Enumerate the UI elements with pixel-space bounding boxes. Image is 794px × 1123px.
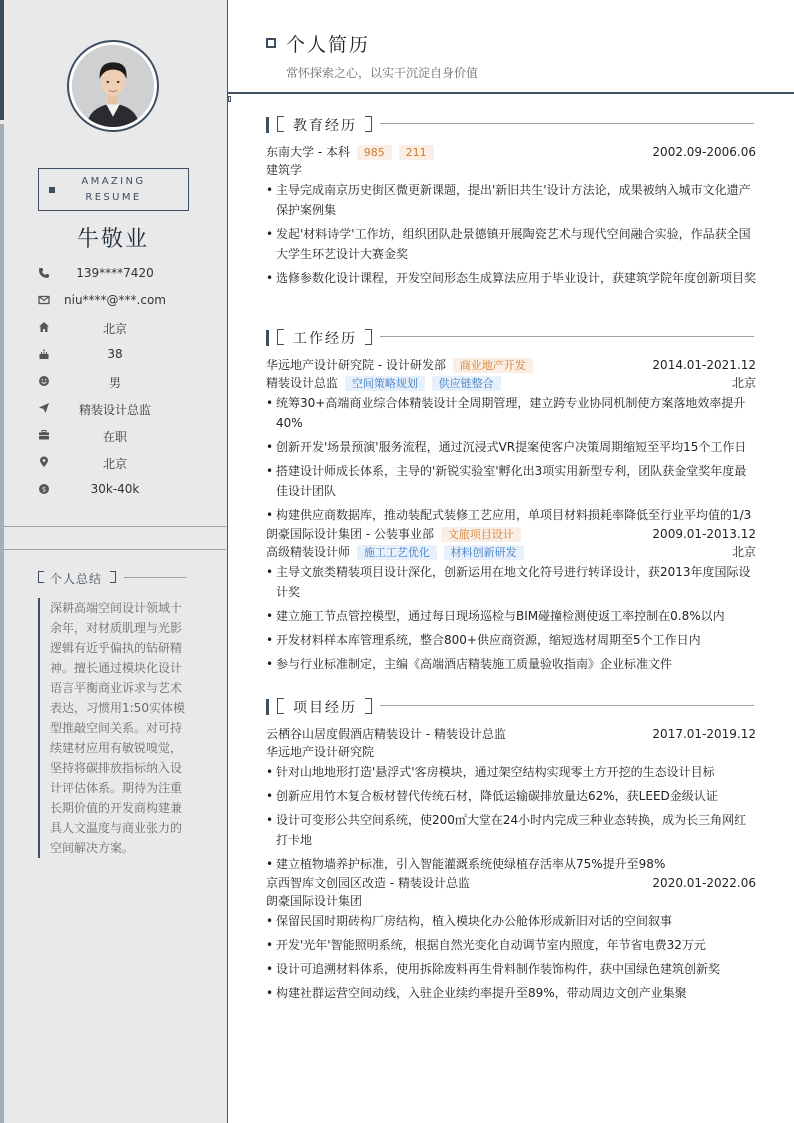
info-status (0, 426, 226, 453)
sidebar-divider (4, 549, 226, 550)
list-item: • 构建供应商数据库，推动装配式装修工艺应用，单项目材料损耗率降低至行业平均值的1/3 (266, 505, 756, 525)
list-item: • 主导完成南京历史街区微更新课题，提出'新旧共生'设计方法论，成果被纳入城市文化遗产保护案例集 (266, 180, 756, 220)
person-name: 牛敬业 (76, 227, 149, 252)
info-position-text: 精装设计总监 (78, 403, 151, 417)
tag-985: 985 (357, 145, 392, 160)
education-bullets (266, 180, 756, 288)
list-item: • 创新开发'场景预演'服务流程，通过沉浸式VR提案使客户决策周期缩短至平均15个工作日 (266, 437, 756, 457)
list-item: • 保留民国时期砖构厂房结构，植入模块化办公舱体形成新旧对话的空间叙事 (266, 911, 756, 931)
info-salary-text: 30k-40k (90, 482, 140, 496)
info-email (0, 291, 226, 318)
portrait-image (72, 45, 154, 127)
project-entry (266, 874, 756, 1003)
main-content (228, 0, 794, 1123)
info-salary (0, 480, 226, 507)
work-date: 2014.01-2021.12 (652, 358, 756, 372)
education-date: 2002.09-2006.06 (652, 145, 756, 159)
list-item: • 设计可追溯材料体系，使用拆除废料再生骨料制作装饰构件，获中国绿色建筑创新奖 (266, 959, 756, 979)
info-age (0, 345, 226, 372)
summary-title-text: 个人总结 (50, 572, 103, 586)
project-org: 朗豪国际设计集团 (266, 894, 363, 908)
list-item: • 创新应用竹木复合板材替代传统石材，降低运输碳排放量达62%，获LEED金级认证 (266, 786, 756, 806)
info-phone (0, 264, 226, 291)
summary-section-title (38, 570, 188, 584)
work-date: 2009.01-2013.12 (652, 527, 756, 541)
work-section (266, 328, 756, 678)
education-section-head (266, 115, 756, 135)
work-skill-tag: 空间策略规划 (345, 376, 425, 391)
badge-line-2: RESUME (85, 192, 142, 203)
list-item: • 建立植物墙养护标准，引入智能灌溉系统使绿植存活率从75%提升至98% (266, 854, 756, 874)
sidebar-edge-accent (0, 0, 4, 120)
tag-211: 211 (399, 145, 434, 160)
work-skill-tag: 材料创新研发 (444, 545, 524, 560)
info-phone-text: 139****7420 (76, 266, 154, 280)
project-date: 2020.01-2022.06 (652, 876, 756, 890)
project-entry (266, 725, 756, 874)
svg-text:$: $ (41, 485, 47, 494)
work-company: 华远地产设计研究院 - 设计研发部 (266, 358, 446, 372)
project-name: 京西智库文创园区改造 - 精装设计总监 (266, 876, 470, 890)
projects-section (266, 697, 756, 1007)
work-skill-tag: 供应链整合 (432, 376, 501, 391)
title-square-icon (266, 38, 276, 48)
education-major: 建筑学 (266, 163, 303, 177)
work-entry (266, 525, 756, 674)
list-item: • 设计可变形公共空间系统，使200㎡大堂在24小时内完成三种业态转换，成为长三角网红打卡地 (266, 810, 756, 850)
education-section (266, 115, 756, 292)
info-location (0, 453, 226, 480)
work-entry (266, 356, 756, 525)
education-entry (266, 143, 756, 288)
projects-section-head (266, 697, 756, 717)
list-item: • 发起'材料诗学'工作坊，组织团队赴景德镇开展陶瓷艺术与现代空间融合实验，作品获全国大学生环艺设计大赛金奖 (266, 224, 756, 264)
info-gender (0, 372, 226, 399)
amazing-resume-badge (38, 168, 189, 211)
info-gender-text: 男 (108, 376, 121, 390)
header-divider (228, 92, 794, 94)
page-title: 个人简历 (286, 34, 371, 56)
work-industry-tag: 文旅项目设计 (441, 527, 521, 542)
contact-info-list (0, 264, 226, 507)
work-company: 朗豪国际设计集团 - 公装事业部 (266, 527, 434, 541)
work-role: 高级精装设计师 (266, 545, 351, 559)
list-item: • 建立施工节点管控模型，通过每日现场巡检与BIM碰撞检测使返工率控制在0.8%以内 (266, 606, 756, 626)
info-status-text: 在职 (102, 430, 127, 444)
summary-text: 深耕高端空间设计领域十余年，对材质肌理与光影逻辑有近乎偏执的钻研精神。擅长通过模块化设计语言平衡商业诉求与艺术表达，习惯用1:50实体模型推敲空间关系。对可持续建材应用有敏锐嗅觉，坚持将碳排放指标纳入设计评估体系。期待为注重长期价值的开发商构建兼具人文温度与商业张力的空间解决方案。 (38, 598, 188, 858)
list-item: • 统筹30+高端商业综合体精装设计全周期管理，建立跨专业协同机制使方案落地效率提升40% (266, 393, 756, 433)
project-bullets (266, 911, 756, 1003)
info-location-text: 北京 (102, 457, 127, 471)
header-tick (228, 96, 231, 102)
work-bullets (266, 562, 756, 674)
info-hometown (0, 318, 226, 345)
sidebar (0, 0, 228, 1123)
list-item: • 参与行业标准制定，主编《高端酒店精装施工质量验收指南》企业标准文件 (266, 654, 756, 674)
avatar (67, 40, 159, 132)
sidebar-divider (4, 526, 226, 527)
project-org: 华远地产设计研究院 (266, 745, 375, 759)
info-position (0, 399, 226, 426)
work-industry-tag: 商业地产开发 (453, 358, 533, 373)
list-item: • 构建社群运营空间动线，入驻企业续约率提升至89%，带动周边文创产业集聚 (266, 983, 756, 1003)
list-item: • 主导文旅类精装项目设计深化，创新运用在地文化符号进行转译设计，获2013年度国际设计奖 (266, 562, 756, 602)
info-email-text: niu****@***.com (64, 293, 166, 307)
info-hometown-text: 北京 (102, 322, 127, 336)
list-item: • 开发'光年'智能照明系统，根据自然光变化自动调节室内照度，年节省电费32万元 (266, 935, 756, 955)
list-item: • 针对山地地形打造'悬浮式'客房模块，通过架空结构实现零土方开挖的生态设计目标 (266, 762, 756, 782)
work-title: 工作经历 (293, 331, 357, 347)
work-bullets (266, 393, 756, 525)
work-role: 精装设计总监 (266, 376, 339, 390)
list-item: • 选修参数化设计课程，开发空间形态生成算法应用于毕业设计，获建筑学院年度创新项目奖 (266, 268, 756, 288)
education-title: 教育经历 (293, 118, 357, 134)
work-skill-tag: 施工工艺优化 (357, 545, 437, 560)
work-city: 北京 (731, 545, 756, 559)
school-name: 东南大学 - 本科 (266, 145, 350, 159)
work-city: 北京 (731, 376, 756, 390)
project-date: 2017.01-2019.12 (652, 727, 756, 741)
project-bullets (266, 762, 756, 874)
list-item: • 搭建设计师成长体系，主导的'新锐实验室'孵化出3项实用新型专利，团队获金堂奖年度最佳设计团队 (266, 461, 756, 501)
projects-title: 项目经历 (293, 700, 357, 716)
badge-line-1: AMAZING (81, 176, 146, 187)
list-item: • 开发材料样本库管理系统，整合800+供应商资源，缩短选材周期至5个工作日内 (266, 630, 756, 650)
work-section-head (266, 328, 756, 348)
page-subtitle: 常怀探索之心，以实干沉淀自身价值 (286, 66, 479, 80)
badge-square-icon (49, 187, 55, 193)
info-age-text: 38 (107, 347, 123, 361)
project-name: 云栖谷山居度假酒店精装设计 - 精装设计总监 (266, 727, 506, 741)
